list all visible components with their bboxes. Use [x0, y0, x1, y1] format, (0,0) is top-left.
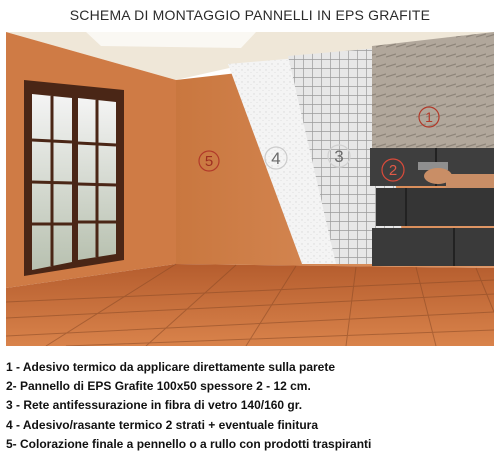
- diagram-title: SCHEMA DI MONTAGGIO PANNELLI IN EPS GRAFITE: [69, 7, 431, 23]
- legend-item-3: 3 - Rete antifessurazione in fibra di vetro 140/160 gr.: [6, 398, 303, 413]
- svg-text:5: 5: [204, 153, 214, 170]
- room-illustration: [6, 32, 494, 346]
- legend-item-2: 2- Pannello di EPS Grafite 100x50 spessore 2 - 12 cm.: [6, 379, 311, 394]
- layer-adhesive-1: [372, 32, 494, 148]
- french-door: [24, 80, 124, 276]
- legend-item-5: 5- Colorazione finale a pennello o a rullo con prodotti traspiranti: [6, 436, 372, 451]
- svg-text:2: 2: [388, 162, 398, 179]
- legend-item-4: 4 - Adesivo/rasante termico 2 strati + eventuale finitura: [6, 417, 318, 432]
- layer-legend: [6, 358, 496, 454]
- legend-item-1: 1 - Adesivo termico da applicare direttamente sulla parete: [6, 360, 336, 374]
- svg-text:3: 3: [334, 147, 344, 166]
- svg-text:1: 1: [425, 109, 433, 125]
- svg-text:4: 4: [271, 149, 281, 168]
